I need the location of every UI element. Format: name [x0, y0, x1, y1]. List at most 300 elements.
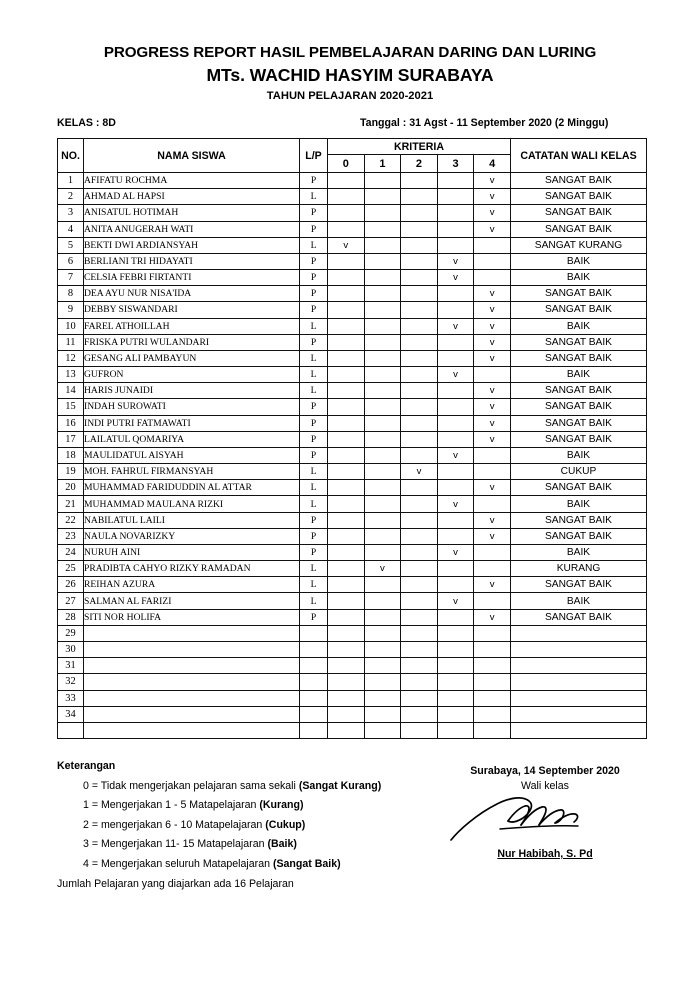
cell-criteria-1: [364, 658, 401, 674]
table-row: [58, 593, 647, 609]
cell-criteria-1: [364, 447, 401, 463]
cell-student-name: HARIS JUNAIDI: [84, 383, 300, 399]
cell-student-name: FRISKA PUTRI WULANDARI: [84, 334, 300, 350]
cell-criteria-1: [364, 399, 401, 415]
cell-teacher-note: SANGAT BAIK: [510, 431, 646, 447]
cell-criteria-0: [328, 383, 365, 399]
cell-criteria-2: [401, 593, 438, 609]
table-row: [58, 625, 647, 641]
cell-criteria-4: v: [474, 528, 511, 544]
cell-criteria-2: v: [401, 464, 438, 480]
cell-criteria-0: [328, 318, 365, 334]
cell-student-name: MOH. FAHRUL FIRMANSYAH: [84, 464, 300, 480]
cell-no: 30: [58, 641, 84, 657]
cell-criteria-4: [474, 674, 511, 690]
cell-student-name: [84, 674, 300, 690]
table-row: [58, 399, 647, 415]
cell-criteria-0: [328, 286, 365, 302]
cell-criteria-0: [328, 625, 365, 641]
cell-student-name: MAULIDATUL AISYAH: [84, 447, 300, 463]
cell-student-name: INDAH SUROWATI: [84, 399, 300, 415]
cell-teacher-note: SANGAT BAIK: [510, 334, 646, 350]
cell-criteria-3: [437, 173, 474, 189]
cell-criteria-3: [437, 625, 474, 641]
cell-criteria-4: v: [474, 350, 511, 366]
cell-criteria-3: [437, 609, 474, 625]
cell-criteria-0: [328, 415, 365, 431]
cell-criteria-3: [437, 383, 474, 399]
page-title: PROGRESS REPORT HASIL PEMBELAJARAN DARING DAN LURING: [103, 44, 597, 61]
cell-no: 23: [58, 528, 84, 544]
cell-student-name: GESANG ALI PAMBAYUN: [84, 350, 300, 366]
cell-criteria-4: [474, 593, 511, 609]
cell-student-name: MUHAMMAD FARIDUDDIN AL ATTAR: [84, 480, 300, 496]
cell-criteria-3: [437, 561, 474, 577]
cell-teacher-note: CUKUP: [510, 464, 646, 480]
cell-no: 18: [58, 447, 84, 463]
cell-criteria-0: [328, 431, 365, 447]
cell-student-name: BERLIANI TRI HIDAYATI: [84, 253, 300, 269]
cell-teacher-note: SANGAT BAIK: [510, 286, 646, 302]
cell-criteria-3: v: [437, 253, 474, 269]
cell-teacher-note: SANGAT BAIK: [510, 399, 646, 415]
cell-gender: L: [300, 561, 328, 577]
cell-criteria-1: [364, 334, 401, 350]
table-row: [58, 415, 647, 431]
cell-criteria-1: [364, 577, 401, 593]
table-row: [58, 431, 647, 447]
cell-no: 28: [58, 609, 84, 625]
cell-teacher-note: SANGAT BAIK: [510, 577, 646, 593]
cell-no: 13: [58, 367, 84, 383]
cell-criteria-2: [401, 431, 438, 447]
cell-criteria-0: [328, 253, 365, 269]
legend-item-label: (Cukup): [265, 818, 306, 831]
cell-teacher-note: SANGAT BAIK: [510, 512, 646, 528]
cell-criteria-4: [474, 561, 511, 577]
signature-block: [430, 765, 660, 862]
cell-teacher-note: SANGAT BAIK: [510, 415, 646, 431]
cell-criteria-4: v: [474, 221, 511, 237]
cell-criteria-1: [364, 237, 401, 253]
table-row: [58, 690, 647, 706]
table-row: [58, 447, 647, 463]
header-catatan: CATATAN WALI KELAS: [510, 139, 646, 173]
cell-criteria-2: [401, 447, 438, 463]
legend-item: [57, 796, 381, 816]
cell-student-name: [84, 625, 300, 641]
cell-criteria-4: v: [474, 383, 511, 399]
academic-year: TAHUN PELAJARAN 2020-2021: [266, 90, 434, 102]
header-criteria-0: 0: [328, 155, 365, 173]
cell-criteria-2: [401, 722, 438, 738]
cell-teacher-note: [510, 706, 646, 722]
cell-criteria-4: [474, 367, 511, 383]
cell-criteria-2: [401, 512, 438, 528]
cell-no: [58, 722, 84, 738]
cell-criteria-3: [437, 464, 474, 480]
cell-teacher-note: [510, 690, 646, 706]
header-criteria-3: 3: [437, 155, 474, 173]
cell-student-name: LAILATUL QOMARIYA: [84, 431, 300, 447]
table-row: [58, 577, 647, 593]
header-nama: NAMA SISWA: [84, 139, 300, 173]
cell-criteria-2: [401, 706, 438, 722]
table-row: [58, 609, 647, 625]
legend-item-text: 4 = Mengerjakan seluruh Matapelajaran: [83, 857, 273, 870]
cell-criteria-0: [328, 302, 365, 318]
cell-no: 20: [58, 480, 84, 496]
cell-criteria-1: [364, 593, 401, 609]
header-criteria-2: 2: [401, 155, 438, 173]
cell-criteria-0: [328, 447, 365, 463]
cell-criteria-1: [364, 706, 401, 722]
cell-criteria-3: [437, 415, 474, 431]
cell-criteria-2: [401, 399, 438, 415]
table-row: [58, 496, 647, 512]
legend-item: [57, 835, 381, 855]
cell-gender: [300, 722, 328, 738]
table-row: [58, 189, 647, 205]
table-row: [58, 221, 647, 237]
table-row: [58, 464, 647, 480]
cell-criteria-0: [328, 674, 365, 690]
cell-criteria-3: [437, 205, 474, 221]
cell-criteria-0: [328, 690, 365, 706]
cell-criteria-3: v: [437, 447, 474, 463]
cell-gender: [300, 625, 328, 641]
header-no: NO.: [58, 139, 84, 173]
table-header-row-1: [58, 139, 647, 155]
cell-criteria-1: [364, 302, 401, 318]
cell-teacher-note: SANGAT BAIK: [510, 221, 646, 237]
cell-gender: P: [300, 447, 328, 463]
cell-teacher-note: SANGAT BAIK: [510, 302, 646, 318]
school-name: MTs. WACHID HASYIM SURABAYA: [206, 65, 494, 85]
cell-gender: P: [300, 302, 328, 318]
cell-student-name: MUHAMMAD MAULANA RIZKI: [84, 496, 300, 512]
cell-criteria-2: [401, 544, 438, 560]
cell-criteria-2: [401, 383, 438, 399]
cell-no: 2: [58, 189, 84, 205]
cell-student-name: AHMAD AL HAPSI: [84, 189, 300, 205]
cell-criteria-4: v: [474, 512, 511, 528]
cell-no: 26: [58, 577, 84, 593]
cell-no: 7: [58, 270, 84, 286]
cell-criteria-2: [401, 625, 438, 641]
table-row: [58, 561, 647, 577]
cell-teacher-note: SANGAT BAIK: [510, 528, 646, 544]
cell-criteria-0: [328, 561, 365, 577]
header-criteria-1: 1: [364, 155, 401, 173]
cell-criteria-1: [364, 674, 401, 690]
table-row: [58, 512, 647, 528]
cell-criteria-1: [364, 496, 401, 512]
cell-no: 21: [58, 496, 84, 512]
cell-teacher-note: BAIK: [510, 318, 646, 334]
cell-criteria-4: [474, 270, 511, 286]
cell-no: 33: [58, 690, 84, 706]
cell-teacher-note: BAIK: [510, 544, 646, 560]
cell-gender: L: [300, 383, 328, 399]
header-kriteria: KRITERIA: [328, 139, 511, 155]
cell-criteria-1: [364, 690, 401, 706]
cell-no: 31: [58, 658, 84, 674]
cell-student-name: SALMAN AL FARIZI: [84, 593, 300, 609]
cell-criteria-2: [401, 270, 438, 286]
cell-criteria-3: [437, 431, 474, 447]
cell-student-name: AFIFATU ROCHMA: [84, 173, 300, 189]
cell-student-name: FAREL ATHOILLAH: [84, 318, 300, 334]
cell-gender: P: [300, 431, 328, 447]
cell-student-name: [84, 690, 300, 706]
cell-gender: P: [300, 512, 328, 528]
cell-criteria-3: [437, 641, 474, 657]
cell-no: 6: [58, 253, 84, 269]
cell-gender: L: [300, 237, 328, 253]
cell-criteria-0: [328, 399, 365, 415]
cell-criteria-1: [364, 173, 401, 189]
cell-criteria-4: [474, 253, 511, 269]
meta-row: [57, 117, 646, 133]
legend-item-text: 3 = Mengerjakan 11- 15 Matapelajaran: [83, 838, 268, 851]
cell-criteria-1: [364, 221, 401, 237]
header-criteria-4: 4: [474, 155, 511, 173]
cell-criteria-4: [474, 237, 511, 253]
table-row: [58, 237, 647, 253]
cell-criteria-4: v: [474, 189, 511, 205]
cell-gender: P: [300, 253, 328, 269]
cell-criteria-0: [328, 577, 365, 593]
cell-teacher-note: BAIK: [510, 270, 646, 286]
cell-criteria-0: [328, 641, 365, 657]
cell-student-name: NURUH AINI: [84, 544, 300, 560]
cell-gender: L: [300, 318, 328, 334]
cell-criteria-1: [364, 609, 401, 625]
cell-criteria-1: [364, 286, 401, 302]
cell-student-name: BEKTI DWI ARDIANSYAH: [84, 237, 300, 253]
table-row: [58, 544, 647, 560]
cell-student-name: CELSIA FEBRI FIRTANTI: [84, 270, 300, 286]
cell-gender: P: [300, 270, 328, 286]
cell-criteria-0: [328, 480, 365, 496]
cell-student-name: NAULA NOVARIZKY: [84, 528, 300, 544]
cell-criteria-0: [328, 496, 365, 512]
cell-gender: [300, 690, 328, 706]
cell-no: 5: [58, 237, 84, 253]
cell-no: 19: [58, 464, 84, 480]
cell-criteria-0: [328, 189, 365, 205]
cell-criteria-1: [364, 625, 401, 641]
cell-teacher-note: SANGAT BAIK: [510, 609, 646, 625]
cell-no: 9: [58, 302, 84, 318]
cell-criteria-2: [401, 350, 438, 366]
cell-student-name: [84, 722, 300, 738]
cell-criteria-2: [401, 173, 438, 189]
cell-teacher-note: SANGAT BAIK: [510, 480, 646, 496]
cell-criteria-4: [474, 706, 511, 722]
cell-student-name: [84, 641, 300, 657]
cell-criteria-3: [437, 399, 474, 415]
cell-criteria-4: v: [474, 609, 511, 625]
cell-criteria-1: [364, 544, 401, 560]
cell-student-name: GUFRON: [84, 367, 300, 383]
cell-no: 14: [58, 383, 84, 399]
cell-gender: L: [300, 496, 328, 512]
cell-gender: [300, 706, 328, 722]
cell-teacher-note: SANGAT BAIK: [510, 350, 646, 366]
handwritten-signature-icon: [445, 792, 645, 844]
legend-item-label: (Sangat Kurang): [298, 779, 382, 792]
cell-student-name: ANITA ANUGERAH WATI: [84, 221, 300, 237]
cell-gender: L: [300, 577, 328, 593]
cell-student-name: NABILATUL LAILI: [84, 512, 300, 528]
cell-criteria-3: [437, 221, 474, 237]
cell-criteria-4: v: [474, 205, 511, 221]
cell-criteria-4: [474, 722, 511, 738]
cell-no: 16: [58, 415, 84, 431]
cell-criteria-0: v: [328, 237, 365, 253]
legend-item-label: (Kurang): [259, 799, 304, 812]
legend-item-text: 2 = mengerjakan 6 - 10 Matapelajaran: [83, 818, 266, 831]
cell-criteria-0: [328, 221, 365, 237]
cell-criteria-3: [437, 189, 474, 205]
cell-criteria-0: [328, 512, 365, 528]
cell-teacher-note: BAIK: [510, 367, 646, 383]
cell-criteria-4: v: [474, 318, 511, 334]
table-row: [58, 270, 647, 286]
cell-student-name: REIHAN AZURA: [84, 577, 300, 593]
cell-criteria-2: [401, 528, 438, 544]
cell-criteria-0: [328, 350, 365, 366]
cell-criteria-3: v: [437, 593, 474, 609]
legend-item: [57, 816, 381, 836]
cell-teacher-note: [510, 641, 646, 657]
legend-item-label: (Baik): [267, 838, 297, 851]
cell-no: 17: [58, 431, 84, 447]
cell-criteria-3: [437, 480, 474, 496]
table-row: [58, 706, 647, 722]
cell-criteria-3: [437, 690, 474, 706]
cell-gender: P: [300, 399, 328, 415]
cell-teacher-note: [510, 658, 646, 674]
cell-criteria-0: [328, 270, 365, 286]
signature-place-date: Surabaya, 14 September 2020: [470, 765, 620, 778]
legend-block: [57, 757, 381, 895]
cell-criteria-2: [401, 415, 438, 431]
table-row: [58, 674, 647, 690]
cell-no: 34: [58, 706, 84, 722]
cell-criteria-0: [328, 722, 365, 738]
report-table-wrap: [57, 138, 646, 739]
legend-item: [57, 777, 381, 797]
cell-criteria-3: v: [437, 544, 474, 560]
legend-title: Keterangan: [57, 760, 116, 773]
table-row: [58, 350, 647, 366]
cell-criteria-1: [364, 318, 401, 334]
cell-criteria-2: [401, 674, 438, 690]
cell-criteria-4: v: [474, 480, 511, 496]
cell-no: 22: [58, 512, 84, 528]
cell-criteria-0: [328, 205, 365, 221]
cell-criteria-2: [401, 561, 438, 577]
cell-criteria-0: [328, 464, 365, 480]
cell-criteria-0: [328, 173, 365, 189]
cell-criteria-1: [364, 383, 401, 399]
cell-teacher-note: SANGAT BAIK: [510, 205, 646, 221]
cell-criteria-4: v: [474, 415, 511, 431]
cell-no: 15: [58, 399, 84, 415]
cell-no: 10: [58, 318, 84, 334]
cell-criteria-1: [364, 367, 401, 383]
cell-gender: P: [300, 609, 328, 625]
signature-name: Nur Habibah, S. Pd: [497, 848, 593, 861]
cell-gender: L: [300, 189, 328, 205]
cell-criteria-3: v: [437, 270, 474, 286]
cell-gender: P: [300, 528, 328, 544]
cell-criteria-4: v: [474, 334, 511, 350]
cell-criteria-2: [401, 189, 438, 205]
table-row: [58, 318, 647, 334]
cell-criteria-4: v: [474, 431, 511, 447]
cell-criteria-2: [401, 253, 438, 269]
cell-student-name: [84, 706, 300, 722]
cell-criteria-3: [437, 722, 474, 738]
document-footer: [0, 757, 700, 907]
cell-criteria-4: [474, 641, 511, 657]
cell-criteria-1: [364, 480, 401, 496]
cell-criteria-1: [364, 270, 401, 286]
cell-criteria-2: [401, 577, 438, 593]
cell-teacher-note: SANGAT KURANG: [510, 237, 646, 253]
cell-student-name: PRADIBTA CAHYO RIZKY RAMADAN: [84, 561, 300, 577]
legend-item-text: 1 = Mengerjakan 1 - 5 Matapelajaran: [83, 799, 260, 812]
cell-criteria-3: [437, 334, 474, 350]
cell-criteria-4: v: [474, 302, 511, 318]
cell-criteria-1: [364, 189, 401, 205]
cell-criteria-1: [364, 431, 401, 447]
table-row: [58, 480, 647, 496]
cell-criteria-2: [401, 237, 438, 253]
cell-gender: L: [300, 464, 328, 480]
cell-criteria-1: [364, 528, 401, 544]
cell-criteria-3: [437, 658, 474, 674]
cell-student-name: ANISATUL HOTIMAH: [84, 205, 300, 221]
cell-criteria-3: [437, 706, 474, 722]
cell-criteria-0: [328, 658, 365, 674]
cell-criteria-2: [401, 609, 438, 625]
table-row: [58, 528, 647, 544]
cell-criteria-0: [328, 367, 365, 383]
table-row: [58, 722, 647, 738]
signature-role: Wali kelas: [521, 780, 569, 793]
legend-total: Jumlah Pelajaran yang diajarkan ada 16 Pelajaran: [57, 878, 294, 891]
table-row: [58, 205, 647, 221]
cell-criteria-3: [437, 286, 474, 302]
cell-criteria-2: [401, 286, 438, 302]
class-label: KELAS : 8D: [57, 117, 116, 129]
cell-gender: [300, 674, 328, 690]
cell-student-name: [84, 658, 300, 674]
cell-criteria-1: [364, 415, 401, 431]
table-head: [58, 139, 647, 173]
cell-gender: P: [300, 415, 328, 431]
cell-criteria-3: v: [437, 496, 474, 512]
cell-gender: L: [300, 367, 328, 383]
cell-gender: P: [300, 205, 328, 221]
cell-criteria-2: [401, 367, 438, 383]
cell-criteria-4: v: [474, 399, 511, 415]
